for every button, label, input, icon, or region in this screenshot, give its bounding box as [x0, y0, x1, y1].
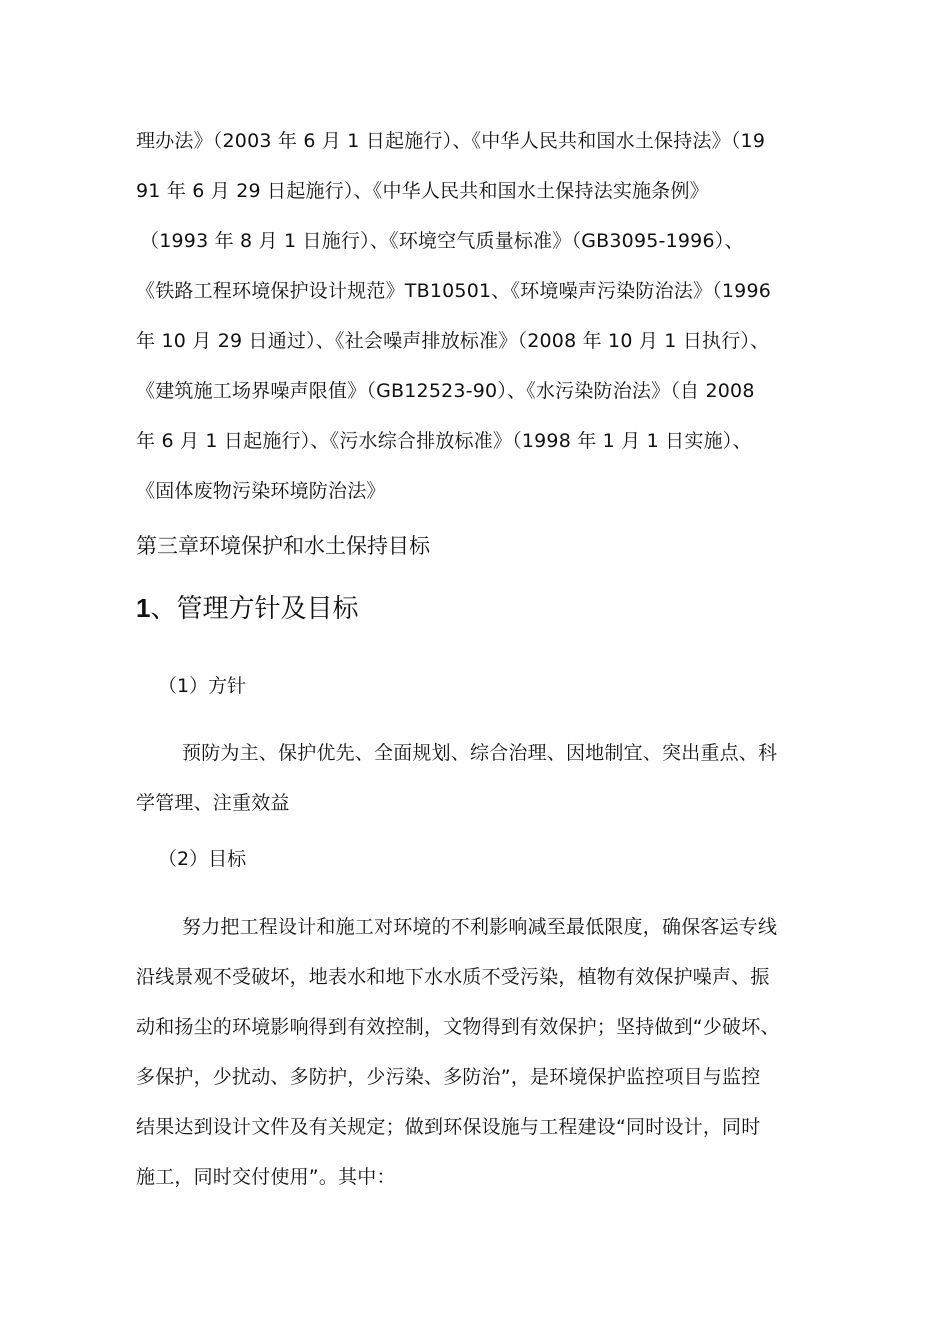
law-list-line-1: 理办法》（2003 年 6 月 1 日起施行）、《中华人民共和国水土保持法》（19 — [136, 130, 766, 152]
law-list-line-5: 年 10 月 29 日通过）、《社会噪声排放标准》（2008 年 10 月 1 日执行）、 — [136, 330, 770, 352]
law-list-line-4: 《铁路工程环境保护设计规范》TB10501、《环境噪声污染防治法》（1996 — [136, 280, 772, 302]
policy-label: （1）方针 — [158, 675, 247, 697]
law-list-line-3: （1993 年 8 月 1 日施行）、《环境空气质量标准》（GB3095-1996）、 — [140, 230, 744, 252]
goal-line-1: 努力把工程设计和施工对环境的不利影响减至最低限度，确保客运专线 — [182, 916, 778, 938]
chapter-title: 第三章环境保护和水土保持目标 — [136, 534, 430, 558]
section-heading — [136, 591, 358, 626]
law-list-line-8: 《固体废物污染环境防治法》 — [136, 480, 386, 502]
section-heading-text: 、管理方针及目标 — [150, 594, 359, 624]
goal-line-3: 动和扬尘的环境影响得到有效控制，文物得到有效保护；坚持做到“少破坏、 — [136, 1016, 780, 1038]
goal-line-6: 施工，同时交付使用”。其中： — [136, 1166, 396, 1188]
goal-label: （2）目标 — [158, 848, 247, 870]
goal-line-5: 结果达到设计文件及有关规定；做到环保设施与工程建设“同时设计，同时 — [136, 1116, 761, 1138]
policy-line-1: 预防为主、保护优先、全面规划、综合治理、因地制宜、突出重点、科 — [182, 742, 778, 764]
law-list-line-7: 年 6 月 1 日起施行）、《污水综合排放标准》（1998 年 1 月 1 日实施）、 — [136, 430, 752, 452]
law-list-line-2: 91 年 6 月 29 日起施行）、《中华人民共和国水土保持法实施条例》 — [136, 180, 709, 202]
goal-line-2: 沿线景观不受破坏，地表水和地下水水质不受污染，植物有效保护噪声、振 — [136, 966, 770, 988]
law-list-line-6: 《建筑施工场界噪声限值》（GB12523-90）、《水污染防治法》（自 2008 — [136, 380, 755, 402]
policy-line-2: 学管理、注重效益 — [136, 792, 290, 814]
goal-line-4: 多保护，少扰动、多防护，少污染、多防治”，是环境保护监控项目与监控 — [136, 1066, 761, 1088]
section-heading-number: 1 — [136, 593, 151, 623]
